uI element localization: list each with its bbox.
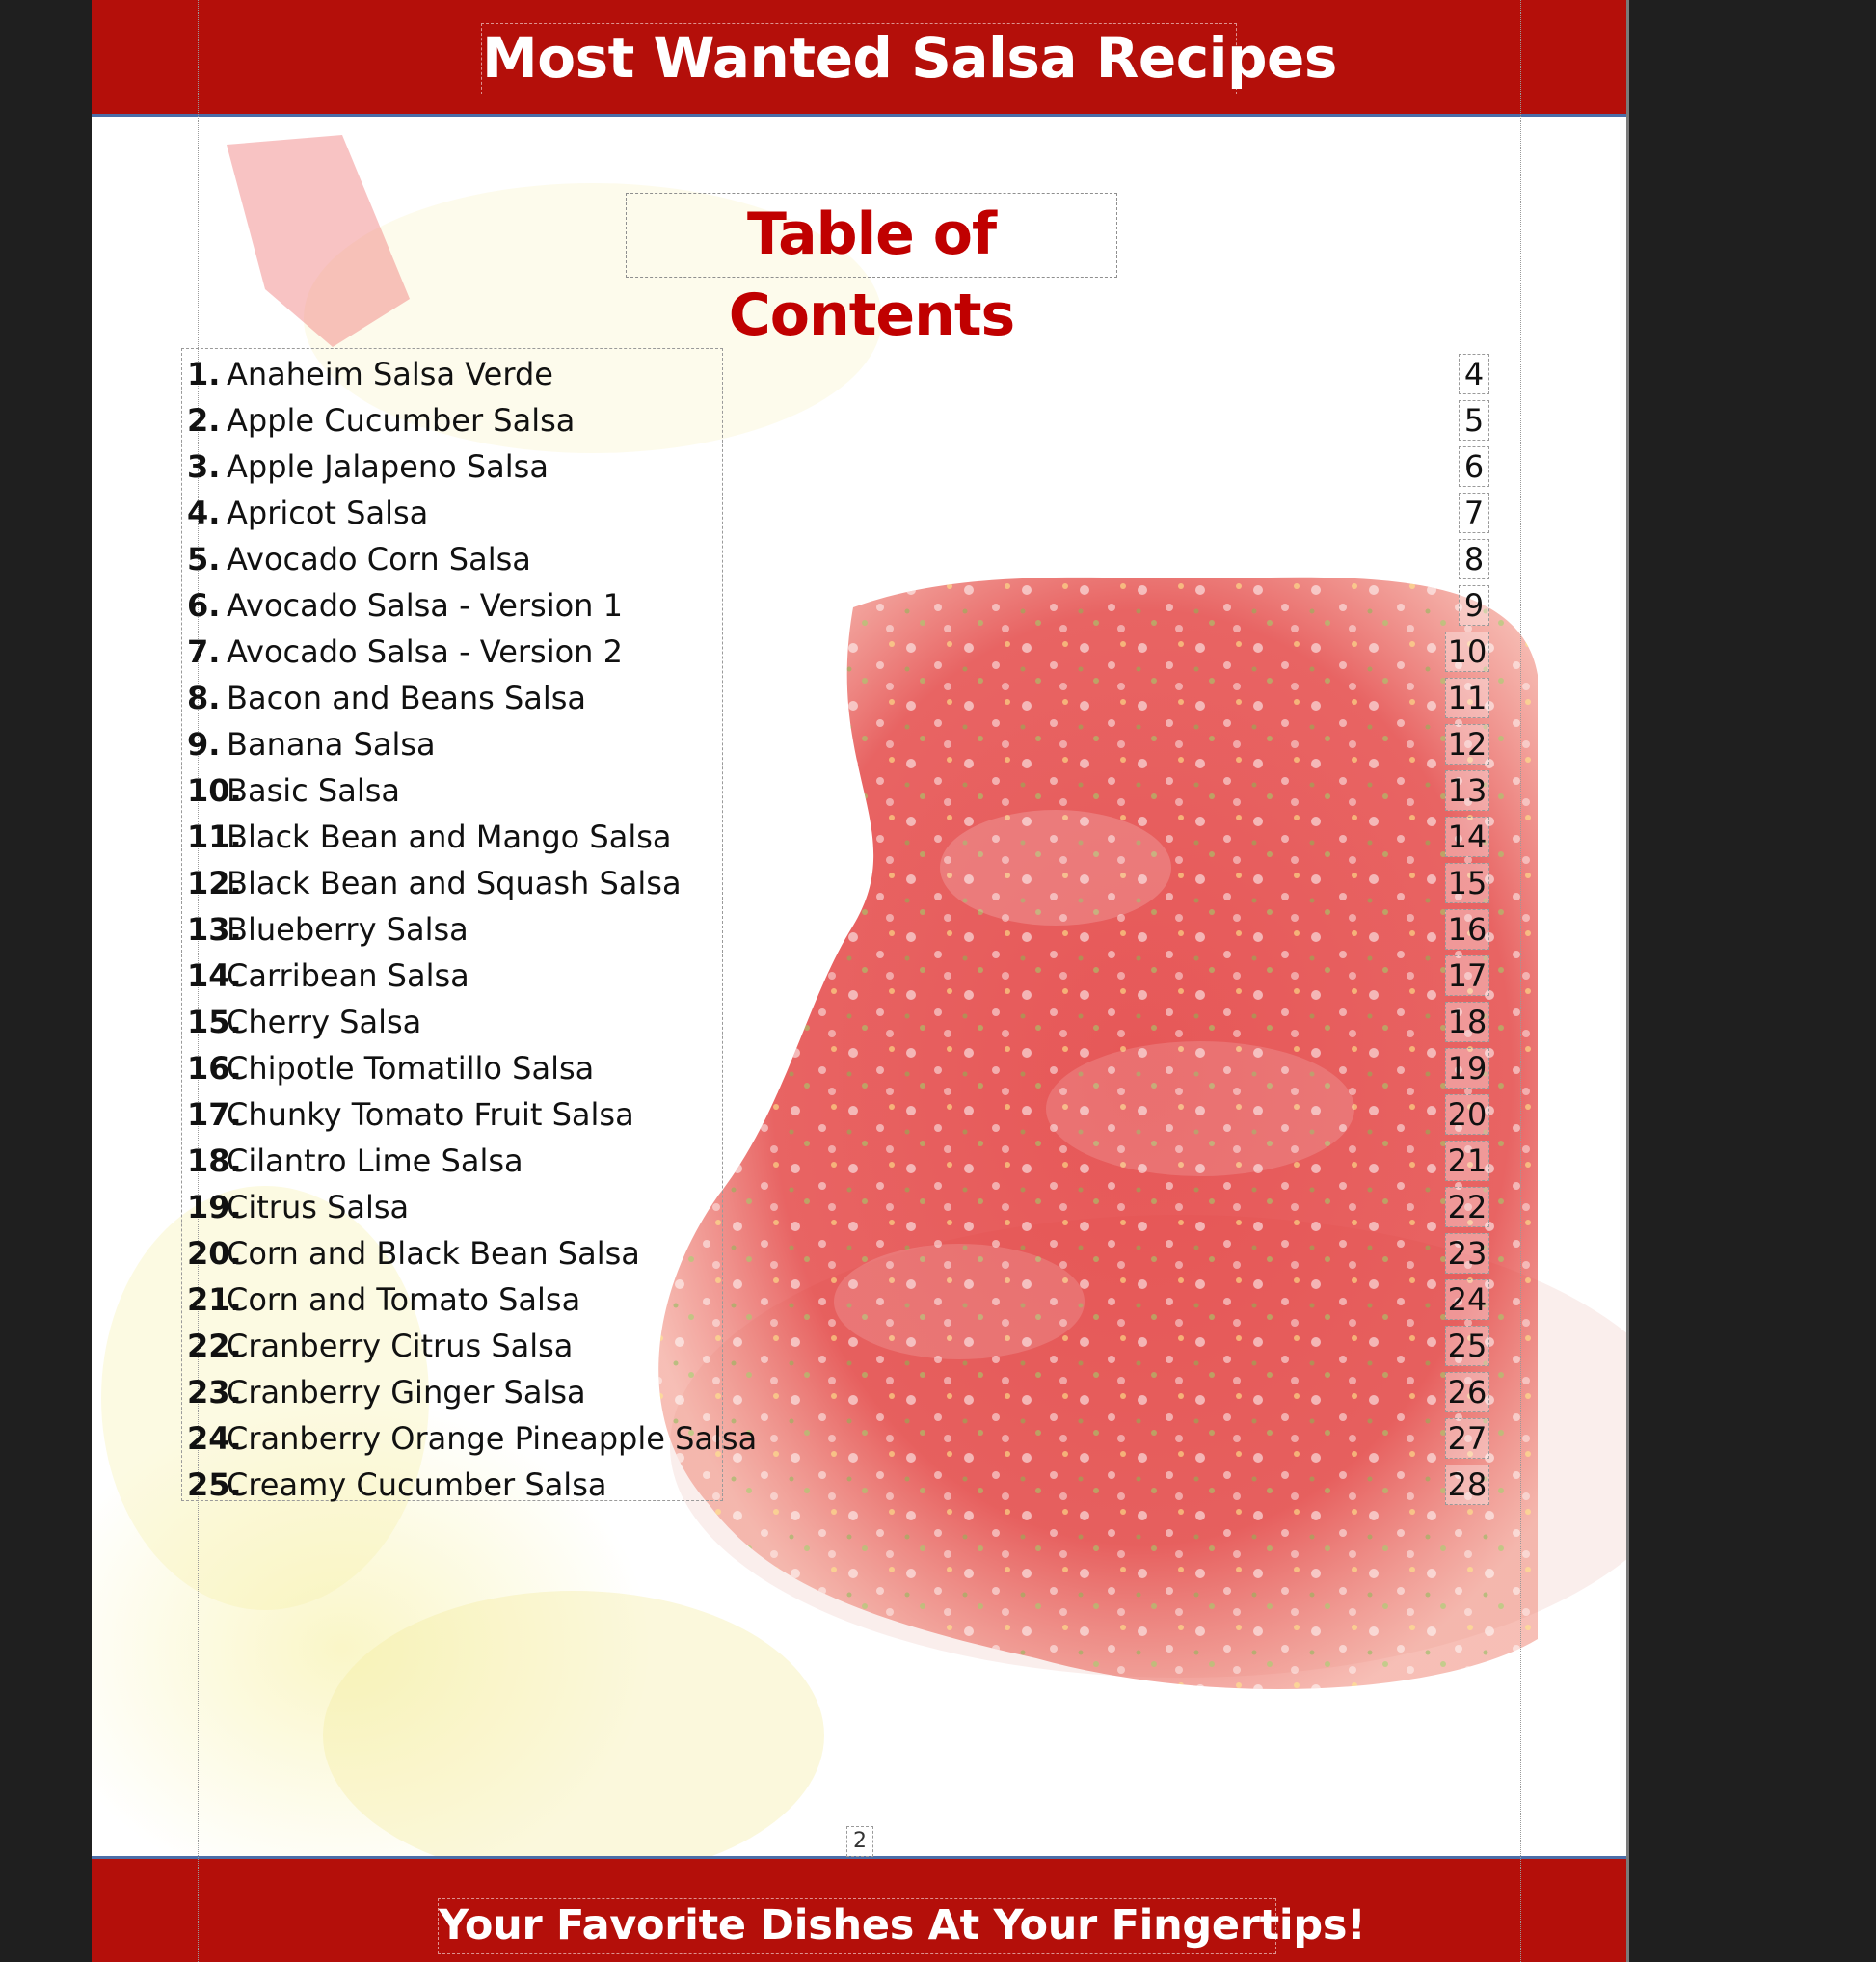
toc-entry-page-number[interactable]: 14	[1445, 817, 1489, 857]
toc-entry-number: 25.	[187, 1466, 242, 1503]
toc-entry-number: 12.	[187, 865, 242, 901]
toc-entry-number: 24.	[187, 1420, 242, 1457]
toc-entry-page-number[interactable]: 20	[1445, 1094, 1489, 1135]
toc-entry-title: Chunky Tomato Fruit Salsa	[227, 1096, 634, 1133]
toc-entry-page-number[interactable]: 4	[1459, 354, 1489, 394]
toc-entry-title: Citrus Salsa	[227, 1189, 410, 1225]
toc-entry-page-number[interactable]: 19	[1445, 1048, 1489, 1089]
toc-entry-number: 23.	[187, 1374, 242, 1411]
toc-entry-page-number[interactable]: 28	[1445, 1465, 1489, 1505]
toc-entry-number: 11.	[187, 819, 242, 855]
toc-entry-number: 13.	[187, 911, 242, 948]
toc-entry-title: Cranberry Ginger Salsa	[227, 1374, 586, 1411]
toc-entry-page-number[interactable]: 21	[1445, 1141, 1489, 1181]
toc-entry-title: Apple Jalapeno Salsa	[227, 448, 549, 485]
page-number-field[interactable]: 2	[846, 1826, 873, 1857]
page-edge-divider	[1626, 0, 1629, 1962]
toc-page-numbers	[1056, 0, 1489, 1962]
toc-entry-page-number[interactable]: 24	[1445, 1279, 1489, 1320]
toc-entry-number: 1.	[187, 356, 221, 392]
toc-entry-title: Chipotle Tomatillo Salsa	[227, 1050, 595, 1087]
toc-entry-page-number[interactable]: 25	[1445, 1326, 1489, 1366]
toc-entry-title: Apple Cucumber Salsa	[227, 402, 576, 439]
toc-entry-title: Corn and Black Bean Salsa	[227, 1235, 640, 1272]
toc-entry-page-number[interactable]: 26	[1445, 1372, 1489, 1412]
toc-entry-title: Cilantro Lime Salsa	[227, 1142, 523, 1179]
toc-entry-title: Avocado Salsa - Version 2	[227, 633, 623, 670]
toc-entry-number: 10.	[187, 772, 242, 809]
toc-entry-page-number[interactable]: 17	[1445, 955, 1489, 996]
toc-entry-title: Cranberry Orange Pineapple Salsa	[227, 1420, 758, 1457]
toc-entry-number: 15.	[187, 1004, 242, 1040]
header-title[interactable]: Most Wanted Salsa Recipes	[481, 23, 1237, 94]
toc-list[interactable]	[181, 348, 758, 1503]
toc-entry-number: 18.	[187, 1142, 242, 1179]
footer-title[interactable]: Your Favorite Dishes At Your Fingertips!	[438, 1898, 1276, 1954]
toc-entry-title: Avocado Salsa - Version 1	[227, 587, 623, 624]
toc-entry-number: 9.	[187, 726, 221, 763]
toc-entry-number: 4.	[187, 495, 221, 531]
toc-entry-title: Carribean Salsa	[227, 957, 469, 994]
toc-heading[interactable]: Table of Contents	[626, 193, 1117, 278]
toc-entry-page-number[interactable]: 13	[1445, 770, 1489, 811]
toc-entry-number: 22.	[187, 1328, 242, 1364]
toc-entry-title: Creamy Cucumber Salsa	[227, 1466, 607, 1503]
toc-entry-number: 17.	[187, 1096, 242, 1133]
toc-entry-title: Corn and Tomato Salsa	[227, 1281, 581, 1318]
toc-entry-title: Cherry Salsa	[227, 1004, 422, 1040]
toc-entry-page-number[interactable]: 10	[1445, 632, 1489, 672]
toc-entry-page-number[interactable]: 22	[1445, 1187, 1489, 1227]
toc-entry-page-number[interactable]: 11	[1445, 678, 1489, 718]
toc-entry-page-number[interactable]: 27	[1445, 1418, 1489, 1459]
toc-entry-page-number[interactable]: 7	[1459, 493, 1489, 533]
toc-entry-title: Cranberry Citrus Salsa	[227, 1328, 574, 1364]
toc-entry-number: 5.	[187, 541, 221, 578]
toc-entry-title: Apricot Salsa	[227, 495, 429, 531]
toc-entry-number: 7.	[187, 633, 221, 670]
toc-entry-title: Blueberry Salsa	[227, 911, 469, 948]
toc-entry-number: 19.	[187, 1189, 242, 1225]
toc-entry-number: 3.	[187, 448, 221, 485]
toc-entry-number: 20.	[187, 1235, 242, 1272]
toc-entry-number: 16.	[187, 1050, 242, 1087]
toc-entry-title: Black Bean and Mango Salsa	[227, 819, 672, 855]
toc-entry-number: 21.	[187, 1281, 242, 1318]
toc-entry-title: Banana Salsa	[227, 726, 436, 763]
toc-entry-number: 6.	[187, 587, 221, 624]
toc-entry-title: Basic Salsa	[227, 772, 400, 809]
toc-entry-title: Avocado Corn Salsa	[227, 541, 531, 578]
toc-entry-number: 2.	[187, 402, 221, 439]
toc-entry-page-number[interactable]: 18	[1445, 1002, 1489, 1042]
toc-entry-page-number[interactable]: 5	[1459, 400, 1489, 441]
toc-entry-page-number[interactable]: 12	[1445, 724, 1489, 765]
document-page	[92, 0, 1626, 1962]
toc-entry-title: Black Bean and Squash Salsa	[227, 865, 682, 901]
toc-entry-page-number[interactable]: 15	[1445, 863, 1489, 903]
margin-guide-right	[1520, 0, 1521, 1962]
toc-entry-number: 8.	[187, 680, 221, 716]
toc-entry-page-number[interactable]: 6	[1459, 446, 1489, 487]
toc-entry-title: Anaheim Salsa Verde	[227, 356, 553, 392]
toc-entry-title: Bacon and Beans Salsa	[227, 680, 587, 716]
toc-entry-page-number[interactable]: 16	[1445, 909, 1489, 950]
toc-entry-page-number[interactable]: 8	[1459, 539, 1489, 579]
toc-entry-page-number[interactable]: 23	[1445, 1233, 1489, 1274]
toc-entry-number: 14.	[187, 957, 242, 994]
toc-entry-page-number[interactable]: 9	[1459, 585, 1489, 626]
